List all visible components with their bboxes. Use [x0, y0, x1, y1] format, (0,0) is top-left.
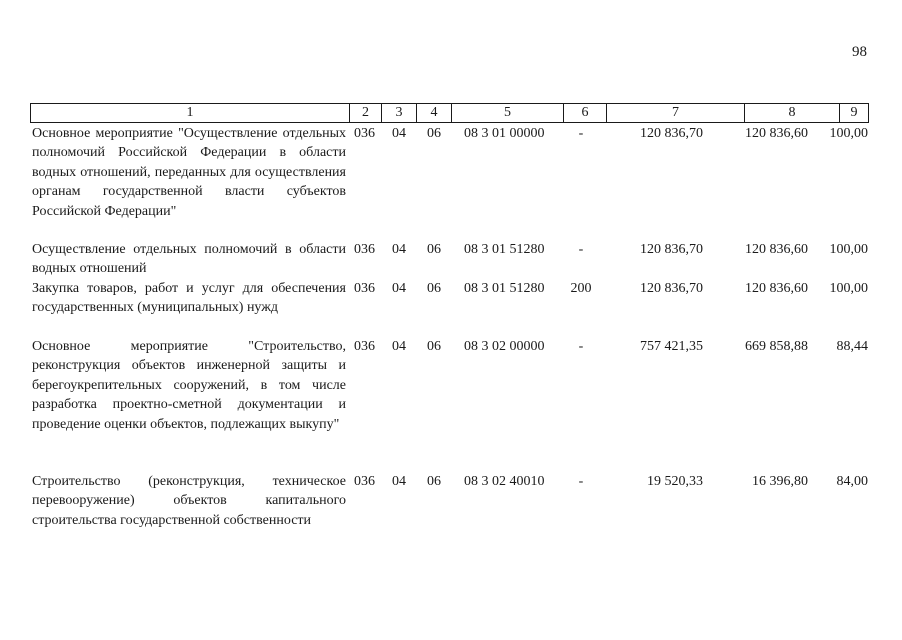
cell-executed: 120 836,60	[745, 281, 808, 296]
header-col-8: 8	[744, 103, 840, 123]
cell-ministry-code: 036	[354, 242, 375, 257]
cell-target-article: 08 3 02 40010	[464, 474, 545, 489]
cell-ministry-code: 036	[354, 281, 375, 296]
cell-section: 04	[392, 474, 406, 489]
header-col-5: 5	[451, 103, 564, 123]
row-name: Основное мероприятие "Осуществление отдельных полномочий Российской Федерации в области водных отношений, переданных для осуществления органам государственной власти субъектов Российской Федерации"	[32, 126, 346, 219]
header-col-7: 7	[606, 103, 745, 123]
cell-subsection: 06	[427, 126, 441, 141]
cell-target-article: 08 3 01 51280	[464, 281, 545, 296]
page-number: 98	[852, 44, 867, 60]
cell-planned: 757 421,35	[640, 339, 703, 354]
header-col-9: 9	[839, 103, 869, 123]
cell-planned: 120 836,70	[640, 281, 703, 296]
cell-percent: 84,00	[836, 474, 868, 489]
cell-section: 04	[392, 242, 406, 257]
cell-subsection: 06	[427, 474, 441, 489]
cell-percent: 100,00	[829, 281, 868, 296]
cell-ministry-code: 036	[354, 339, 375, 354]
cell-target-article: 08 3 01 51280	[464, 242, 545, 257]
cell-expense-type: -	[578, 242, 584, 257]
cell-expense-type: 200	[570, 281, 592, 296]
cell-planned: 120 836,70	[640, 126, 703, 141]
cell-executed: 120 836,60	[745, 126, 808, 141]
cell-subsection: 06	[427, 242, 441, 257]
row-name: Осуществление отдельных полномочий в области водных отношений	[32, 242, 346, 277]
row-name: Закупка товаров, работ и услуг для обеспечения государственных (муниципальных) нужд	[32, 281, 346, 316]
table-header	[30, 103, 869, 122]
cell-ministry-code: 036	[354, 474, 375, 489]
cell-percent: 100,00	[829, 242, 868, 257]
header-col-4: 4	[416, 103, 452, 123]
cell-expense-type: -	[578, 126, 584, 141]
cell-expense-type: -	[578, 339, 584, 354]
row-name: Основное мероприятие "Строительство, реконструкция объектов инженерной защиты и берегоукрепительных сооружений, в том числе разработка проектно-сметной документации и проведение оценки объектов, подлежащих выкупу"	[32, 339, 346, 432]
cell-section: 04	[392, 126, 406, 141]
row-name: Строительство (реконструкция, техническое перевооружение) объектов капитального строительства государственной собственности	[32, 474, 346, 528]
cell-ministry-code: 036	[354, 126, 375, 141]
header-col-3: 3	[381, 103, 417, 123]
cell-percent: 88,44	[836, 339, 868, 354]
cell-planned: 19 520,33	[647, 474, 703, 489]
header-col-2: 2	[349, 103, 382, 123]
header-col-6: 6	[563, 103, 607, 123]
cell-planned: 120 836,70	[640, 242, 703, 257]
cell-executed: 669 858,88	[745, 339, 808, 354]
cell-percent: 100,00	[829, 126, 868, 141]
cell-section: 04	[392, 281, 406, 296]
header-col-1: 1	[30, 103, 350, 123]
cell-target-article: 08 3 01 00000	[464, 126, 545, 141]
cell-expense-type: -	[578, 474, 584, 489]
cell-section: 04	[392, 339, 406, 354]
cell-subsection: 06	[427, 281, 441, 296]
cell-target-article: 08 3 02 00000	[464, 339, 545, 354]
cell-executed: 120 836,60	[745, 242, 808, 257]
cell-executed: 16 396,80	[752, 474, 808, 489]
cell-subsection: 06	[427, 339, 441, 354]
